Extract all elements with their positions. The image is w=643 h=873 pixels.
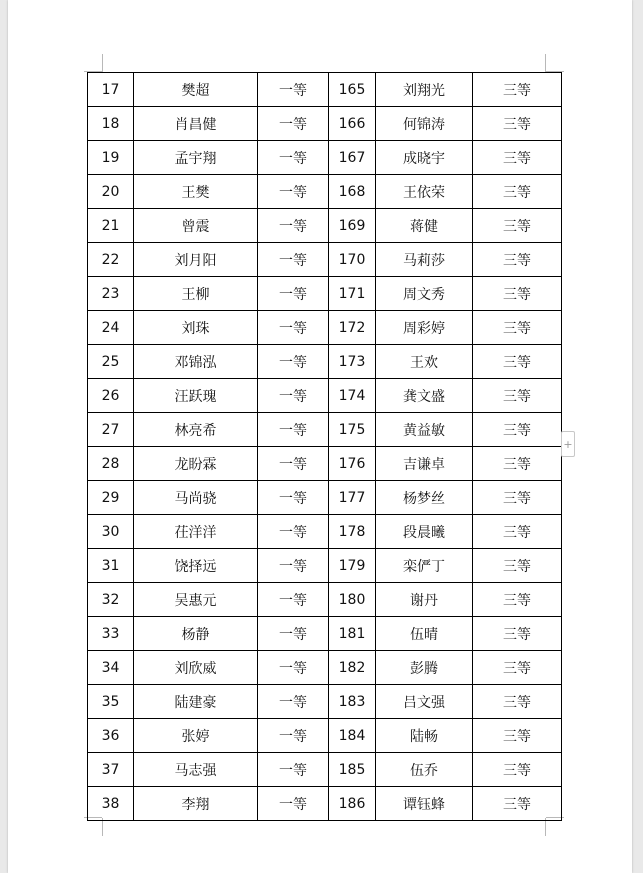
award-level-right-cell: 三等 [473,345,562,379]
row-number-left-cell: 37 [88,753,134,787]
row-number-left-cell: 19 [88,141,134,175]
name-left-cell: 吴惠元 [134,583,258,617]
row-number-right-cell: 173 [329,345,376,379]
row-number-left-cell: 31 [88,549,134,583]
table-row [88,209,562,243]
row-number-left-cell: 27 [88,413,134,447]
award-level-right-cell: 三等 [473,651,562,685]
award-level-left-cell: 一等 [258,379,329,413]
name-left-cell: 王柳 [134,277,258,311]
award-level-right-cell: 三等 [473,685,562,719]
award-level-left-cell: 一等 [258,685,329,719]
table-row [88,107,562,141]
table-row [88,787,562,821]
row-number-right-cell: 167 [329,141,376,175]
row-number-right-cell: 181 [329,617,376,651]
name-left-cell: 陆建豪 [134,685,258,719]
award-level-right-cell: 三等 [473,107,562,141]
name-left-cell: 马志强 [134,753,258,787]
table-row [88,311,562,345]
row-number-right-cell: 165 [329,73,376,107]
award-level-right-cell: 三等 [473,719,562,753]
table-row [88,413,562,447]
row-number-left-cell: 23 [88,277,134,311]
row-number-right-cell: 170 [329,243,376,277]
award-level-left-cell: 一等 [258,175,329,209]
name-left-cell: 李翔 [134,787,258,821]
row-number-right-cell: 182 [329,651,376,685]
name-left-cell: 孟宇翔 [134,141,258,175]
row-number-left-cell: 30 [88,515,134,549]
row-number-left-cell: 35 [88,685,134,719]
row-number-right-cell: 168 [329,175,376,209]
name-right-cell: 陆畅 [376,719,473,753]
row-number-right-cell: 180 [329,583,376,617]
name-right-cell: 王依荣 [376,175,473,209]
row-number-right-cell: 176 [329,447,376,481]
name-right-cell: 伍晴 [376,617,473,651]
name-left-cell: 林亮希 [134,413,258,447]
name-right-cell: 刘翔光 [376,73,473,107]
award-table-body [88,73,562,821]
award-level-left-cell: 一等 [258,73,329,107]
award-level-right-cell: 三等 [473,753,562,787]
award-level-left-cell: 一等 [258,413,329,447]
row-number-right-cell: 177 [329,481,376,515]
award-level-right-cell: 三等 [473,787,562,821]
row-number-left-cell: 18 [88,107,134,141]
row-number-left-cell: 25 [88,345,134,379]
name-left-cell: 杨静 [134,617,258,651]
award-level-left-cell: 一等 [258,447,329,481]
award-level-right-cell: 三等 [473,413,562,447]
name-left-cell: 曾震 [134,209,258,243]
award-level-left-cell: 一等 [258,753,329,787]
award-level-right-cell: 三等 [473,583,562,617]
award-level-right-cell: 三等 [473,209,562,243]
row-number-right-cell: 184 [329,719,376,753]
award-level-left-cell: 一等 [258,481,329,515]
row-number-right-cell: 178 [329,515,376,549]
table-row [88,753,562,787]
name-right-cell: 谢丹 [376,583,473,617]
table-row [88,175,562,209]
name-right-cell: 彭腾 [376,651,473,685]
name-right-cell: 王欢 [376,345,473,379]
table-row [88,685,562,719]
row-number-left-cell: 33 [88,617,134,651]
row-number-left-cell: 29 [88,481,134,515]
award-level-left-cell: 一等 [258,345,329,379]
table-row [88,583,562,617]
award-level-right-cell: 三等 [473,175,562,209]
award-level-right-cell: 三等 [473,243,562,277]
award-level-left-cell: 一等 [258,311,329,345]
table-row [88,651,562,685]
name-left-cell: 王樊 [134,175,258,209]
name-right-cell: 蒋健 [376,209,473,243]
row-number-left-cell: 24 [88,311,134,345]
name-left-cell: 肖昌健 [134,107,258,141]
name-right-cell: 黄益敏 [376,413,473,447]
award-level-left-cell: 一等 [258,651,329,685]
table-row [88,345,562,379]
award-level-left-cell: 一等 [258,277,329,311]
name-left-cell: 刘欣威 [134,651,258,685]
award-level-left-cell: 一等 [258,617,329,651]
name-left-cell: 马尚骁 [134,481,258,515]
award-level-right-cell: 三等 [473,73,562,107]
row-number-right-cell: 171 [329,277,376,311]
table-row [88,379,562,413]
award-level-left-cell: 一等 [258,787,329,821]
row-number-right-cell: 185 [329,753,376,787]
name-right-cell: 周彩婷 [376,311,473,345]
table-add-handle[interactable] [561,431,575,457]
award-level-left-cell: 一等 [258,515,329,549]
row-number-left-cell: 26 [88,379,134,413]
name-right-cell: 杨梦丝 [376,481,473,515]
table-row [88,243,562,277]
award-level-left-cell: 一等 [258,549,329,583]
row-number-right-cell: 179 [329,549,376,583]
award-level-left-cell: 一等 [258,719,329,753]
name-right-cell: 成晓宇 [376,141,473,175]
row-number-left-cell: 17 [88,73,134,107]
award-level-right-cell: 三等 [473,311,562,345]
name-left-cell: 刘珠 [134,311,258,345]
name-right-cell: 吉谦卓 [376,447,473,481]
award-level-right-cell: 三等 [473,481,562,515]
award-level-left-cell: 一等 [258,141,329,175]
row-number-right-cell: 183 [329,685,376,719]
name-right-cell: 何锦涛 [376,107,473,141]
row-number-right-cell: 169 [329,209,376,243]
name-left-cell: 樊超 [134,73,258,107]
name-right-cell: 龚文盛 [376,379,473,413]
award-level-left-cell: 一等 [258,583,329,617]
award-level-right-cell: 三等 [473,515,562,549]
row-number-right-cell: 172 [329,311,376,345]
row-number-right-cell: 175 [329,413,376,447]
name-left-cell: 张婷 [134,719,258,753]
row-number-left-cell: 36 [88,719,134,753]
name-right-cell: 伍乔 [376,753,473,787]
name-left-cell: 龙盼霖 [134,447,258,481]
name-right-cell: 段晨曦 [376,515,473,549]
name-left-cell: 邓锦泓 [134,345,258,379]
name-right-cell: 周文秀 [376,277,473,311]
row-number-left-cell: 32 [88,583,134,617]
award-table [87,72,562,821]
name-left-cell: 刘月阳 [134,243,258,277]
name-right-cell: 吕文强 [376,685,473,719]
crop-mark-top-left-v [102,54,103,72]
row-number-right-cell: 166 [329,107,376,141]
award-level-right-cell: 三等 [473,141,562,175]
row-number-right-cell: 186 [329,787,376,821]
table-row [88,515,562,549]
table-row [88,277,562,311]
award-level-left-cell: 一等 [258,243,329,277]
name-left-cell: 茌洋洋 [134,515,258,549]
plus-icon: + [563,438,573,451]
award-level-left-cell: 一等 [258,107,329,141]
row-number-left-cell: 28 [88,447,134,481]
award-level-left-cell: 一等 [258,209,329,243]
name-left-cell: 饶择远 [134,549,258,583]
name-right-cell: 谭钰蜂 [376,787,473,821]
name-left-cell: 汪跃瑰 [134,379,258,413]
table-row [88,141,562,175]
crop-mark-top-right-v [545,54,546,72]
award-level-right-cell: 三等 [473,447,562,481]
row-number-left-cell: 21 [88,209,134,243]
award-level-right-cell: 三等 [473,277,562,311]
row-number-left-cell: 20 [88,175,134,209]
table-row [88,549,562,583]
award-level-right-cell: 三等 [473,549,562,583]
row-number-left-cell: 22 [88,243,134,277]
name-right-cell: 栾俨丁 [376,549,473,583]
table-row [88,481,562,515]
table-row [88,719,562,753]
name-right-cell: 马莉莎 [376,243,473,277]
award-level-right-cell: 三等 [473,617,562,651]
table-row [88,447,562,481]
row-number-left-cell: 34 [88,651,134,685]
row-number-right-cell: 174 [329,379,376,413]
table-row [88,617,562,651]
award-level-right-cell: 三等 [473,379,562,413]
table-row [88,73,562,107]
row-number-left-cell: 38 [88,787,134,821]
